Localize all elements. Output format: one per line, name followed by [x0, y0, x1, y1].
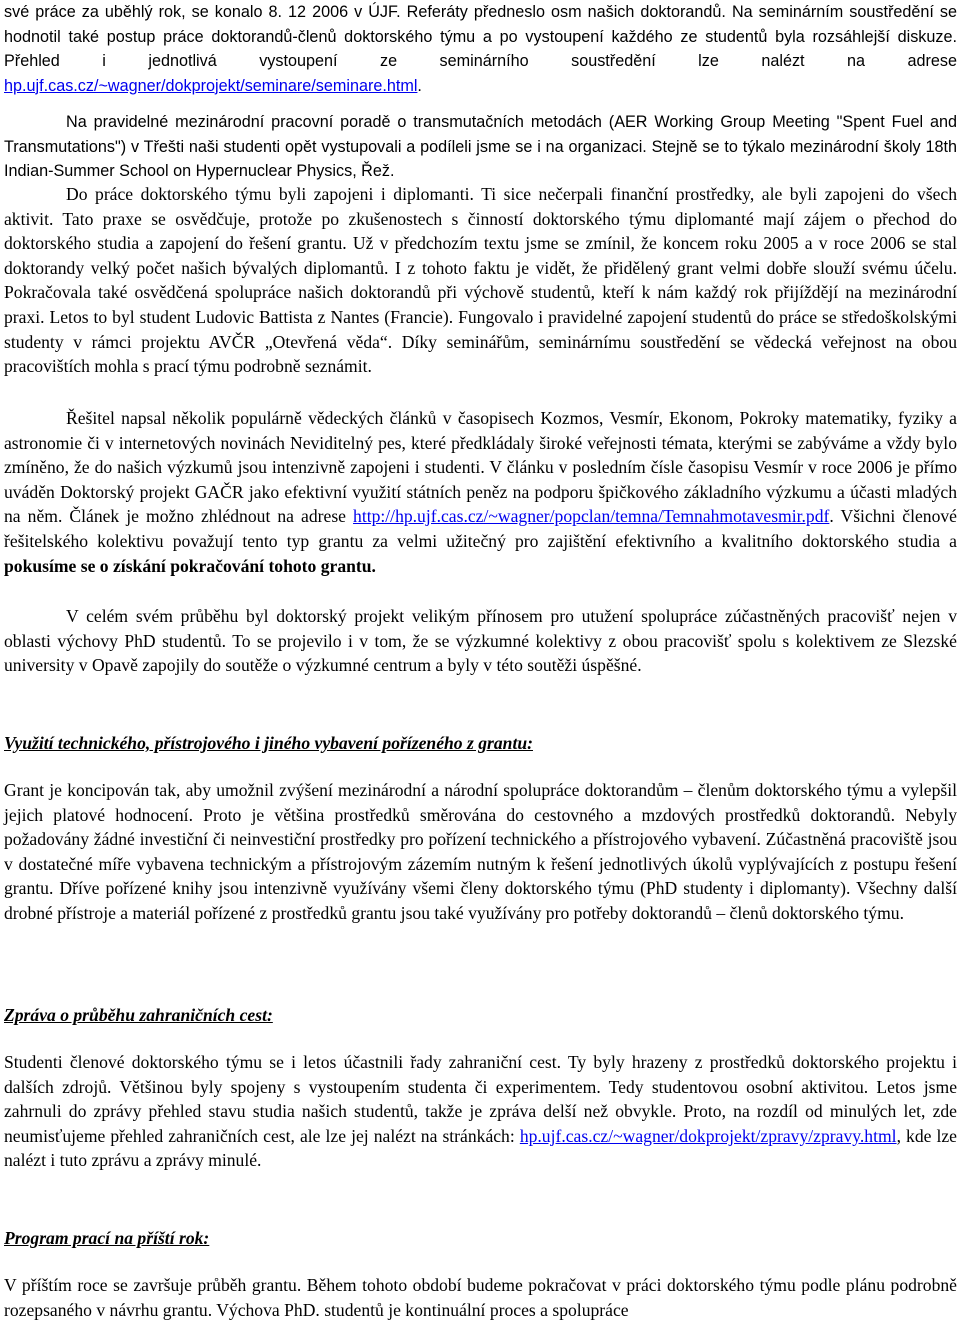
paragraph-seminar-text: své práce za uběhlý rok, se konalo 8. 12 2006 v ÚJF. Referáty předneslo osm našich doktorandů. Na seminárním soustředění se hodnotil také postup práce doktorandů-členů doktorského týmu a po vystoupení každého ze studentů byla rozsáhlejší diskuze. Přehled i jednotlivá vystoupení ze seminárního soustředění lze nalézt na adrese	[4, 3, 957, 71]
paragraph-popular-articles-text: Řešitel napsal několik populárně vědeckých článků v časopisech Kozmos, Vesmír, Ekonom, Pokroky matematiky, fyziky a astronomie či v internetových novinách Neviditelný pes, které předkládaly široké veřejnosti témata, kterými se zabýváme a vždy bylo zmíněno, že do našich výzkumů jsou intenzivně zapojeni i studenti. V článku v posledním čísle časopisu Vesmír v roce 2006 je přímo uváděn Doktorský projekt GAČR jako efektivní využití státních peněz na podporu špičkového základního výzkumu a účasti mladých na něm. Článek je možno zhlédnout na adrese	[4, 408, 957, 527]
paragraph-foreign-trips: Studenti členové doktorského týmu se i letos účastnili řady zahraniční cest. Ty byly hrazeny z prostředků doktorského projektu i dalších zdrojů. Většinou byly spojeny s vystoupením studenta či experimentem. Tedy studentovou osobní aktivitou. Letos jsme zahrnuli do zprávy přehled stavu studia našich studentů, takže je zpráva delší než obvykle. Proto, na rozdíl od minulých let, zde neumisťujeme přehled zahraničních cest, ale lze jej nalézt na stránkách: hp.ujf.cas.cz/~wagner/dokprojekt/zpravy/zpravy.html, kde lze nalézt i tuto zprávu a zprávy minulé.	[4, 1052, 957, 1171]
heading-foreign-trips: Zpráva o průběhu zahraničních cest:	[4, 1005, 273, 1025]
vesmir-article-link[interactable]: http://hp.ujf.cas.cz/~wagner/popclan/temna/Temnahmotavesmir.pdf	[353, 506, 830, 527]
paragraph-collaboration: V celém svém průběhu byl doktorský projekt velikým přínosem pro utužení spolupráce zúčastněných pracovišť nejen v oblasti výchovy PhD studentů. To se projevilo i v tom, že se výzkumné kolektivy z obou pracovišť spolu s kolektivem ze Slezské university v Opavě zapojily do soutěže o výzkumné centrum a byly v této soutěži úspěšné.	[4, 606, 957, 676]
paragraph-aer-meeting: Na pravidelné mezinárodní pracovní poradě o transmutačních metodách (AER Working Group Meeting "Spent Fuel and Transmutations") v Třešti naši studenti opět vystupovali a podíleli jsme se i na organizaci. Stejně se to týkalo mezinárodní školy 18th Indian-Summer School on Hypernuclear Physics, Řež.	[4, 113, 957, 181]
heading-next-year-program: Program prací na příští rok:	[4, 1228, 210, 1248]
heading-equipment: Využití technického, přístrojového i jiného vybavení pořízeného z grantu:	[4, 733, 533, 753]
paragraph-popular-articles: Řešitel napsal několik populárně vědeckých článků v časopisech Kozmos, Vesmír, Ekonom, Pokroky matematiky, fyziky a astronomie či v internetových novinách Neviditelný pes, které předkládaly široké veřejnosti témata, kterými se zabýváme a vždy bylo zmíněno, že do našich výzkumů jsou intenzivně zapojeni i studenti. V článku v posledním čísle časopisu Vesmír v roce 2006 je přímo uváděn Doktorský projekt GAČR jako efektivní využití státních peněz na podporu špičkového základního výzkumu a účasti mladých na něm. Článek je možno zhlédnout na adrese http://hp.ujf.cas.cz/~wagner/popclan/temna/Temnahmotavesmir.pdf. Všichni členové řešitelského kolektivu považují tento typ grantu za velmi užitečný pro zajištění efektivního a kvalitního doktorského studia a pokusíme se o získání pokračování tohoto grantu.	[4, 408, 957, 576]
paragraph-next-year-program: V příštím roce se završuje průběh grantu. Během tohoto období budeme pokračovat v práci doktorského týmu podle plánu podrobně rozepsaného v návrhu grantu. Výchova PhD. studentů je kontinuální proces a spolupráce	[4, 1275, 957, 1320]
continuation-statement: pokusíme se o získání pokračování tohoto grantu.	[4, 555, 376, 576]
reports-link[interactable]: hp.ujf.cas.cz/~wagner/dokprojekt/zpravy/zpravy.html	[519, 1125, 897, 1146]
paragraph-foreign-trips-text: Studenti členové doktorského týmu se i letos účastnili řady zahraniční cest. Ty byly hrazeny z prostředků doktorského projektu i dalších zdrojů. Většinou byly spojeny s vystoupením studenta či experimentem. Tedy studentovou osobní aktivitou. Letos jsme zahrnuli do zprávy přehled stavu studia našich studentů, takže je zpráva delší než obvykle. Proto, na rozdíl od minulých let, zde neumisťujeme přehled zahraničních cest, ale lze jej nalézt na stránkách:	[4, 1052, 957, 1146]
paragraph-equipment: Grant je koncipován tak, aby umožnil zvýšení mezinárodní a národní spolupráce doktorandům – členům doktorského týmu a vylepšil jejich platové hodnocení. Proto je většina prostředků směrována do cestovného a mzdových prostředků doktorandů. Nebyly požadovány žádné investiční či neinvestiční prostředky pro pořízení technického a přístrojového vybavení. Zúčastněná pracoviště jsou v dostatečné míře vybavena technickým a přístrojovým zázemím nutným k řešení jednotlivých úkolů vyplývajících z postupu řešení grantu. Dříve pořízené knihy jsou intenzivně využívány všemi členy doktorského týmu (PhD studenty i diplomanty). Všechny další drobné přístroje a materiál pořízené z prostředků grantu jsou také využívány pro potřeby doktorandů – členů doktorského týmu.	[4, 780, 957, 923]
seminar-link[interactable]: hp.ujf.cas.cz/~wagner/dokprojekt/seminare/seminare.html	[4, 76, 418, 95]
paragraph-diplomants: Do práce doktorského týmu byli zapojeni i diplomanti. Ti sice nečerpali finanční prostředky, ale byli zapojeni do všech aktivit. Tato praxe se osvědčuje, protože po zkušenostech s činností doktorského týmu diplomanté mají zájem o přechod do doktorského studia a zapojení do řešení grantu. Už v předchozím textu jsme se zmínil, že koncem roku 2005 a v roce 2006 se stal doktorandy velký počet našich bývalých diplomantů. I z tohoto faktu je vidět, že přidělený grant velmi dobře slouží svému účelu. Pokračovala také osvědčená spolupráce našich doktorandů při výchově studentů, kteří k nám každý rok přijíždějí na mezinárodní praxi. Letos to byl student Ludovic Battista z Nantes (Francie). Fungovalo i pravidelné zapojení studentů do práce se středoškolskými studenty v rámci projektu AVČR „Otevřená věda“. Díky seminářům, seminárnímu soustředění se vědecká veřejnost na obou pracovištích mohla s prací týmu podrobně seznámit.	[4, 184, 957, 377]
paragraph-seminar: své práce za uběhlý rok, se konalo 8. 12 2006 v ÚJF. Referáty předneslo osm našich doktorandů. Na seminárním soustředění se hodnotil také postup práce doktorandů-členů doktorského týmu a po vystoupení každého ze studentů byla rozsáhlejší diskuze. Přehled i jednotlivá vystoupení ze seminárního soustředění lze nalézt na adrese hp.ujf.cas.cz/~wagner/dokprojekt/seminare/seminare.html.	[4, 3, 957, 95]
